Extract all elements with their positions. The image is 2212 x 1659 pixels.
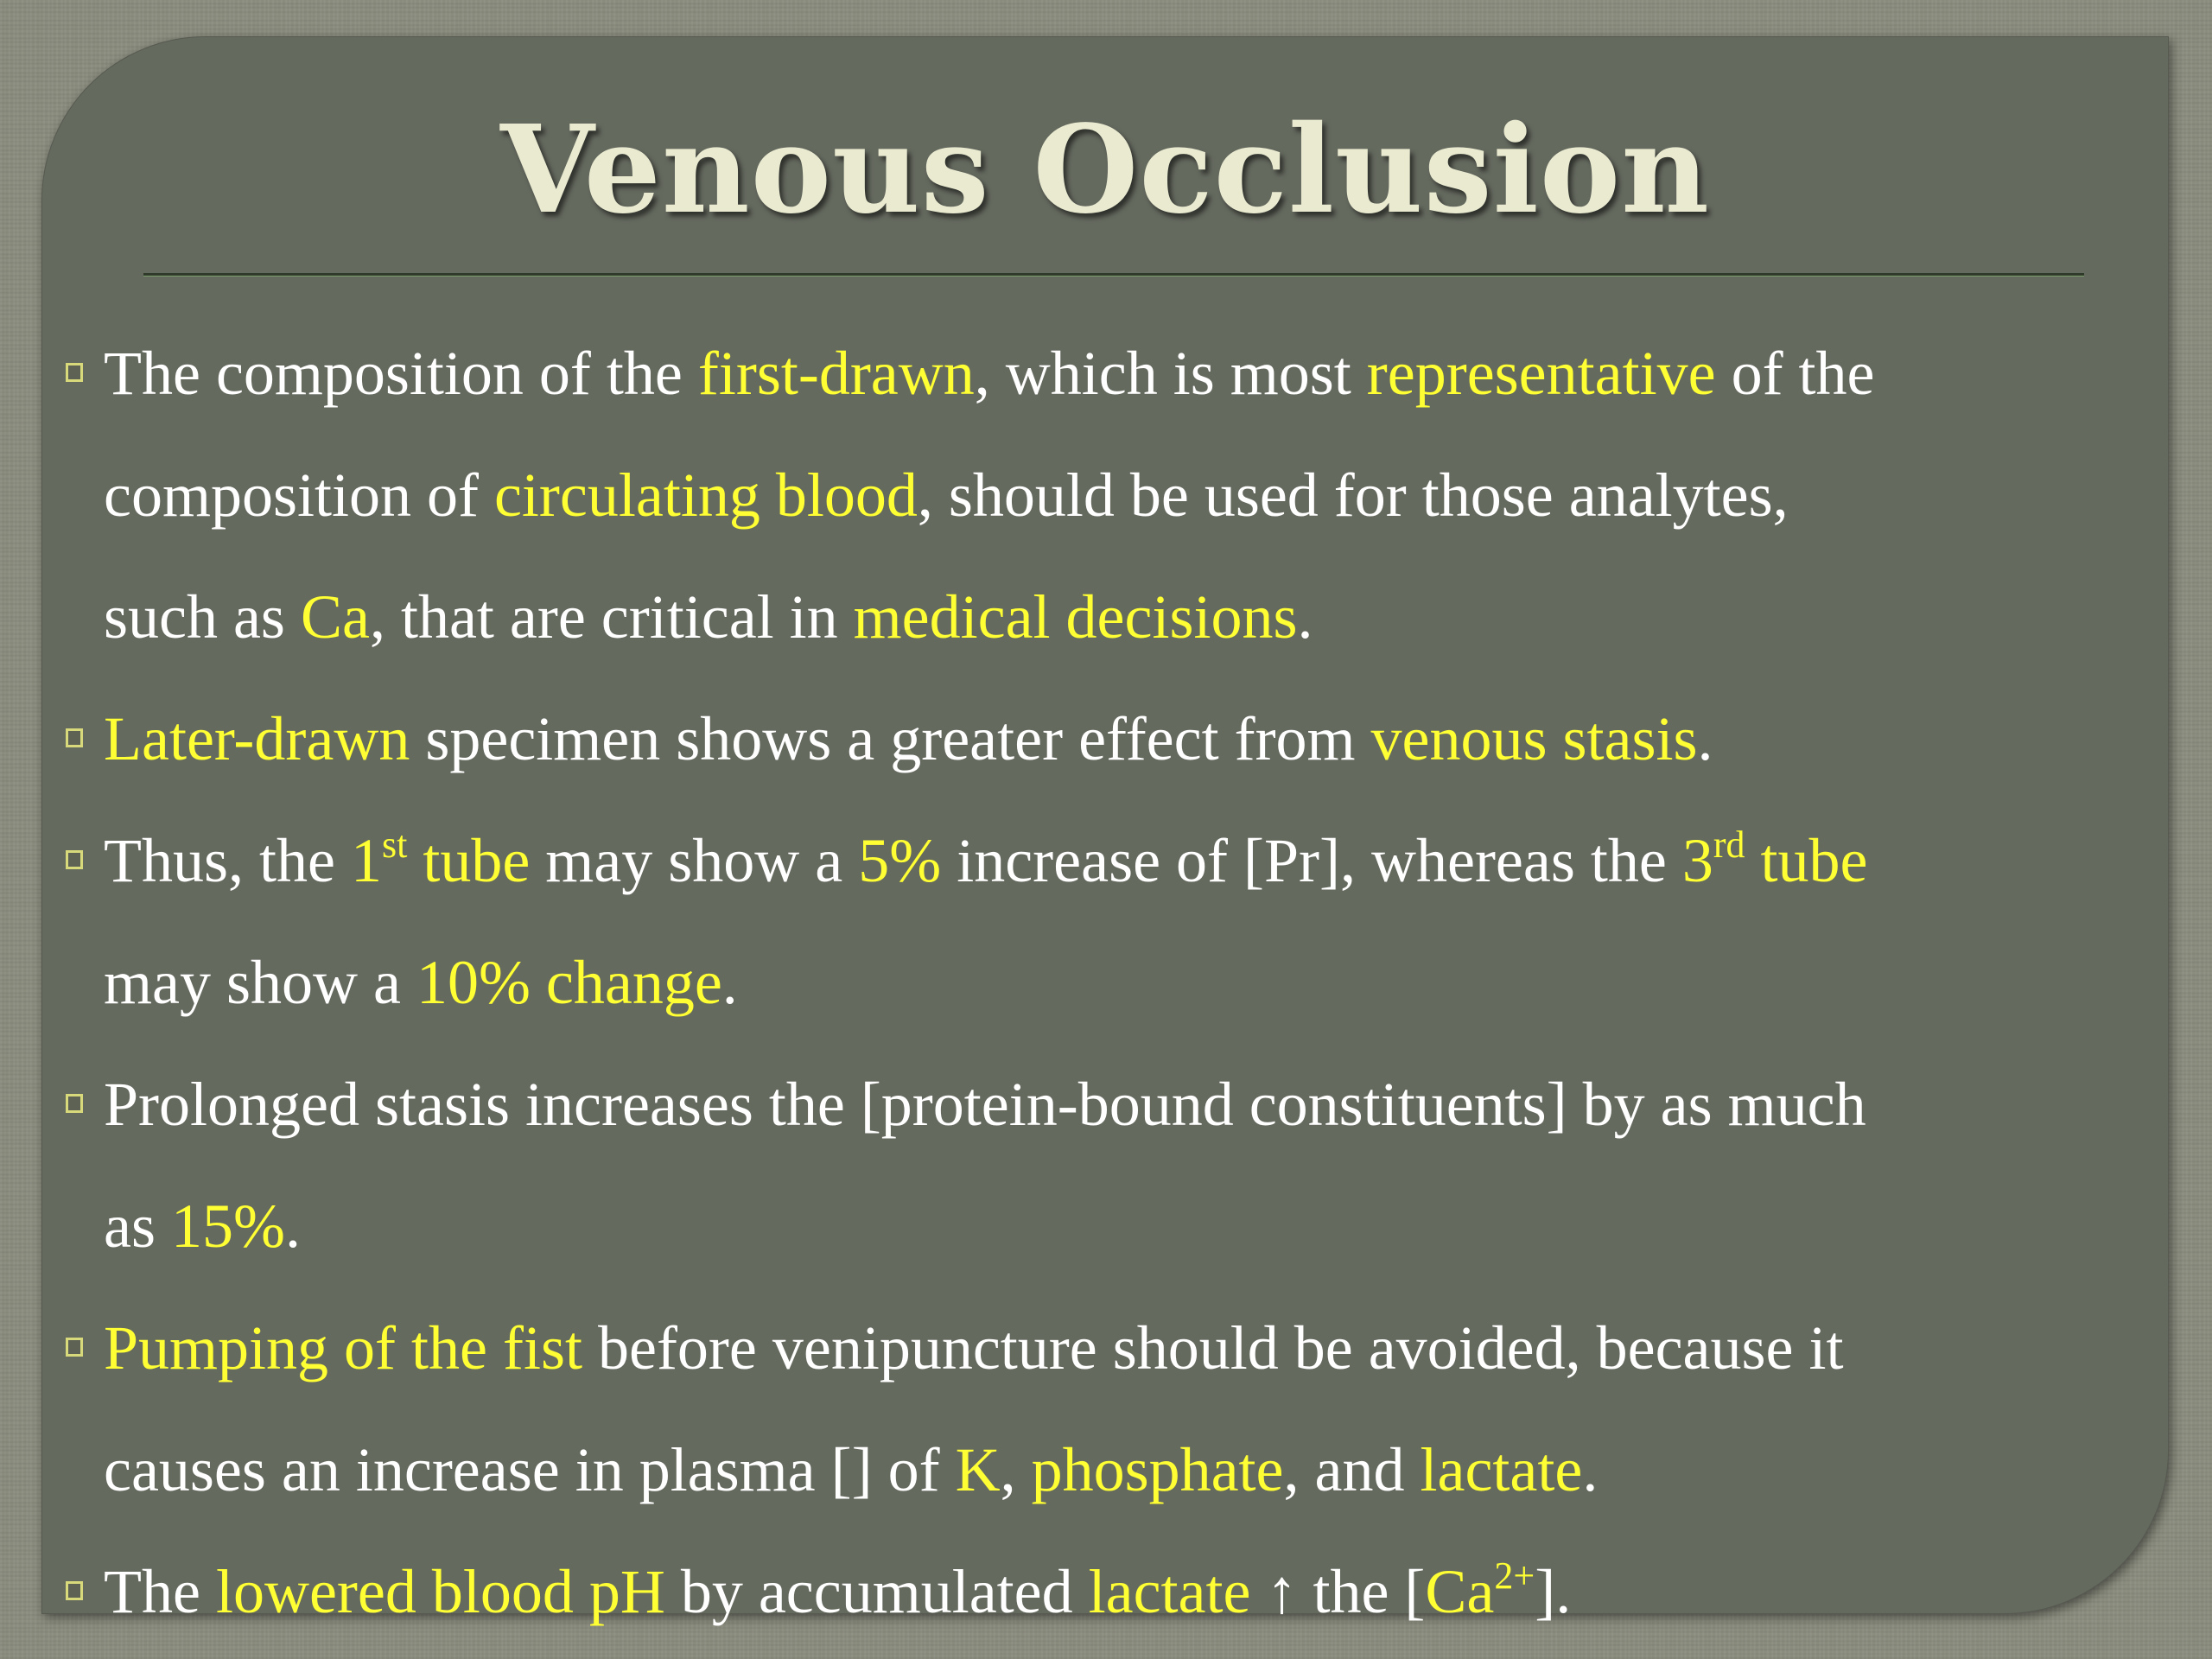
bullet-item: [104, 1044, 2212, 1166]
highlighted-text: 1: [350, 826, 382, 895]
bullet-item: [104, 1287, 2212, 1409]
highlighted-text: first-drawn: [697, 339, 975, 408]
highlighted-text: circulating blood: [493, 461, 918, 530]
bullet-continuation-line: [104, 922, 2212, 1044]
bullet-item: [104, 800, 2212, 922]
highlighted-text: Ca: [300, 582, 370, 652]
highlighted-text: phosphate: [1031, 1435, 1284, 1504]
body-text: composition of: [104, 461, 494, 530]
body-text: ↑ the [: [1250, 1557, 1426, 1626]
highlighted-text: 10% change: [416, 948, 722, 1017]
body-text: by accumulated: [664, 1557, 1089, 1626]
highlighted-text: tube: [407, 826, 531, 895]
body-text: ].: [1535, 1557, 1572, 1626]
body-text: .: [1297, 582, 1313, 652]
body-text: as: [104, 1192, 171, 1261]
highlighted-text: Pumping of the fist: [104, 1313, 582, 1382]
body-text: ,: [1000, 1435, 1032, 1504]
highlighted-text: 2+: [1494, 1554, 1535, 1597]
square-bullet-icon: [66, 728, 83, 747]
title-divider: [143, 273, 2084, 276]
bullet-item: [104, 678, 2212, 800]
body-text: causes an increase in plasma [] of: [104, 1435, 956, 1504]
bullet-continuation-line: [104, 556, 2212, 678]
bullet-continuation-line: [104, 1166, 2212, 1287]
square-bullet-icon: [66, 363, 83, 382]
body-text: .: [721, 948, 738, 1017]
highlighted-text: 3: [1681, 826, 1713, 895]
square-bullet-icon: [66, 1338, 83, 1357]
body-text: , and: [1283, 1435, 1421, 1504]
body-text: .: [1697, 704, 1713, 773]
square-bullet-icon: [66, 1581, 83, 1600]
highlighted-text: st: [381, 823, 408, 866]
highlighted-text: lactate: [1088, 1557, 1251, 1626]
bullet-item: [104, 1531, 2212, 1653]
bullet-continuation-line: [104, 1409, 2212, 1531]
highlighted-text: representative: [1366, 339, 1716, 408]
slide-panel: [41, 36, 2169, 1626]
highlighted-text: venous stasis: [1370, 704, 1698, 773]
body-text: Prolonged stasis increases the [protein-bound constituents] by as much: [104, 1070, 1866, 1139]
highlighted-text: 5%: [858, 826, 942, 895]
body-text: increase of [Pr], whereas the: [941, 826, 1682, 895]
bullet-continuation-line: [104, 435, 2212, 556]
highlighted-text: medical decisions: [853, 582, 1298, 652]
body-text: before venipuncture should be avoided, because it: [582, 1313, 1844, 1382]
highlighted-text: lactate: [1420, 1435, 1583, 1504]
highlighted-text: lowered blood pH: [215, 1557, 665, 1626]
highlighted-text: Later-drawn: [104, 704, 410, 773]
body-text: Thus, the: [104, 826, 351, 895]
body-text: specimen shows a greater effect from: [410, 704, 1371, 773]
highlighted-text: tube: [1745, 826, 1868, 895]
body-text: , which is most: [974, 339, 1367, 408]
highlighted-text: rd: [1713, 823, 1745, 866]
bullet-list: [104, 313, 2212, 1653]
body-text: The composition of the: [104, 339, 698, 408]
square-bullet-icon: [66, 850, 83, 869]
body-text: may show a: [104, 948, 416, 1017]
body-text: may show a: [530, 826, 859, 895]
highlighted-text: 15%: [170, 1192, 285, 1261]
body-text: .: [1582, 1435, 1599, 1504]
body-text: such as: [104, 582, 301, 652]
body-text: The: [104, 1557, 216, 1626]
body-text: .: [284, 1192, 301, 1261]
slide-title: Venous Occlusion: [500, 99, 1710, 241]
square-bullet-icon: [66, 1094, 83, 1113]
body-text: of the: [1715, 339, 1875, 408]
body-text: , that are critical in: [369, 582, 854, 652]
highlighted-text: Ca: [1425, 1557, 1495, 1626]
body-text: , should be used for those analytes,: [917, 461, 1789, 530]
highlighted-text: K: [955, 1435, 1001, 1504]
bullet-item: [104, 313, 2212, 435]
